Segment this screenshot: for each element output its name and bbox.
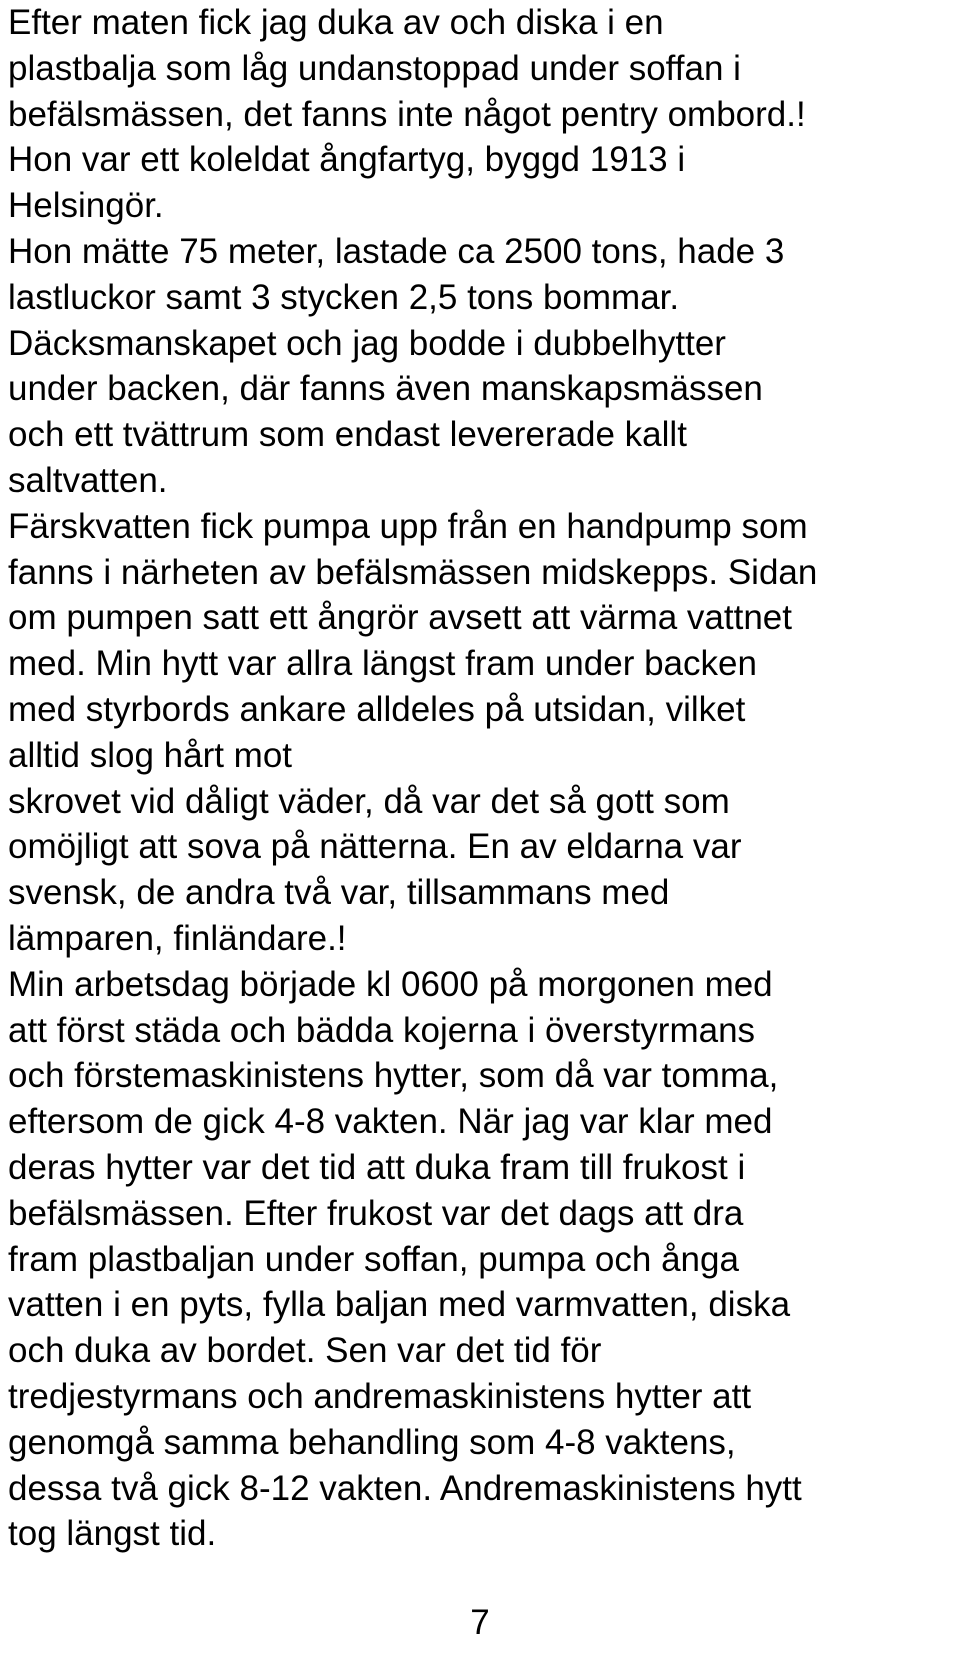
- text-line: dessa två gick 8-12 vakten. Andremaskinistens hytt: [8, 1468, 802, 1508]
- text-line: Efter maten fick jag duka av och diska i en: [8, 3, 664, 42]
- text-line: med. Min hytt var allra längst fram under backen: [8, 644, 757, 684]
- text-line: Färskvatten fick pumpa upp från en handpump som: [8, 506, 808, 546]
- text-line: och ett tvättrum som endast levererade kallt: [8, 415, 687, 455]
- body-text: [8, 0, 958, 1557]
- text-line: Hon mätte 75 meter, lastade ca 2500 tons, hade 3: [8, 231, 785, 271]
- text-line: alltid slog hårt mot: [8, 735, 293, 775]
- text-line: eftersom de gick 4-8 vakten. När jag var klar med: [8, 1102, 773, 1142]
- text-line: skrovet vid dåligt väder, då var det så gott som: [8, 781, 730, 821]
- text-line: tredjestyrmans och andremaskinistens hytter att: [8, 1376, 752, 1416]
- page-number: 7: [470, 1603, 490, 1642]
- text-line: att först städa och bädda kojerna i överstyrmans: [8, 1010, 756, 1050]
- text-line: befälsmässen. Efter frukost var det dags att dra: [8, 1193, 744, 1233]
- text-line: Hon var ett koleldat ångfartyg, byggd 1913 i: [8, 140, 686, 180]
- text-line: genomgå samma behandling som 4-8 vaktens,: [8, 1422, 736, 1462]
- text-line: med styrbords ankare alldeles på utsidan, vilket: [8, 689, 746, 729]
- text-line: Min arbetsdag började kl 0600 på morgonen med: [8, 964, 773, 1004]
- text-line: fram plastbaljan under soffan, pumpa och ånga: [8, 1239, 739, 1279]
- text-line: och duka av bordet. Sen var det tid för: [8, 1331, 602, 1371]
- text-line: omöjligt att sova på nätterna. En av eldarna var: [8, 827, 742, 867]
- text-line: om pumpen satt ett ångrör avsett att värma vattnet: [8, 598, 792, 638]
- text-line: lastluckor samt 3 stycken 2,5 tons bommar.: [8, 277, 680, 317]
- text-line: Däcksmanskapet och jag bodde i dubbelhytter: [8, 323, 726, 363]
- text-line: Helsingör.: [8, 186, 164, 226]
- text-line: fanns i närheten av befälsmässen midskepps. Sidan: [8, 552, 818, 592]
- text-line: svensk, de andra två var, tillsammans med: [8, 873, 670, 913]
- text-line: och förstemaskinistens hytter, som då var tomma,: [8, 1056, 779, 1096]
- text-line: tog längst tid.: [8, 1514, 217, 1554]
- text-line: plastbalja som låg undanstoppad under soffan i: [8, 48, 741, 88]
- text-line: lämparen, finländare.!: [8, 918, 347, 958]
- text-line: saltvatten.: [8, 460, 168, 500]
- text-line: vatten i en pyts, fylla baljan med varmvatten, diska: [8, 1285, 791, 1325]
- text-line: deras hytter var det tid att duka fram till frukost i: [8, 1147, 746, 1187]
- text-line: befälsmässen, det fanns inte något pentry ombord.!: [8, 94, 806, 134]
- text-line: under backen, där fanns även manskapsmässen: [8, 369, 763, 409]
